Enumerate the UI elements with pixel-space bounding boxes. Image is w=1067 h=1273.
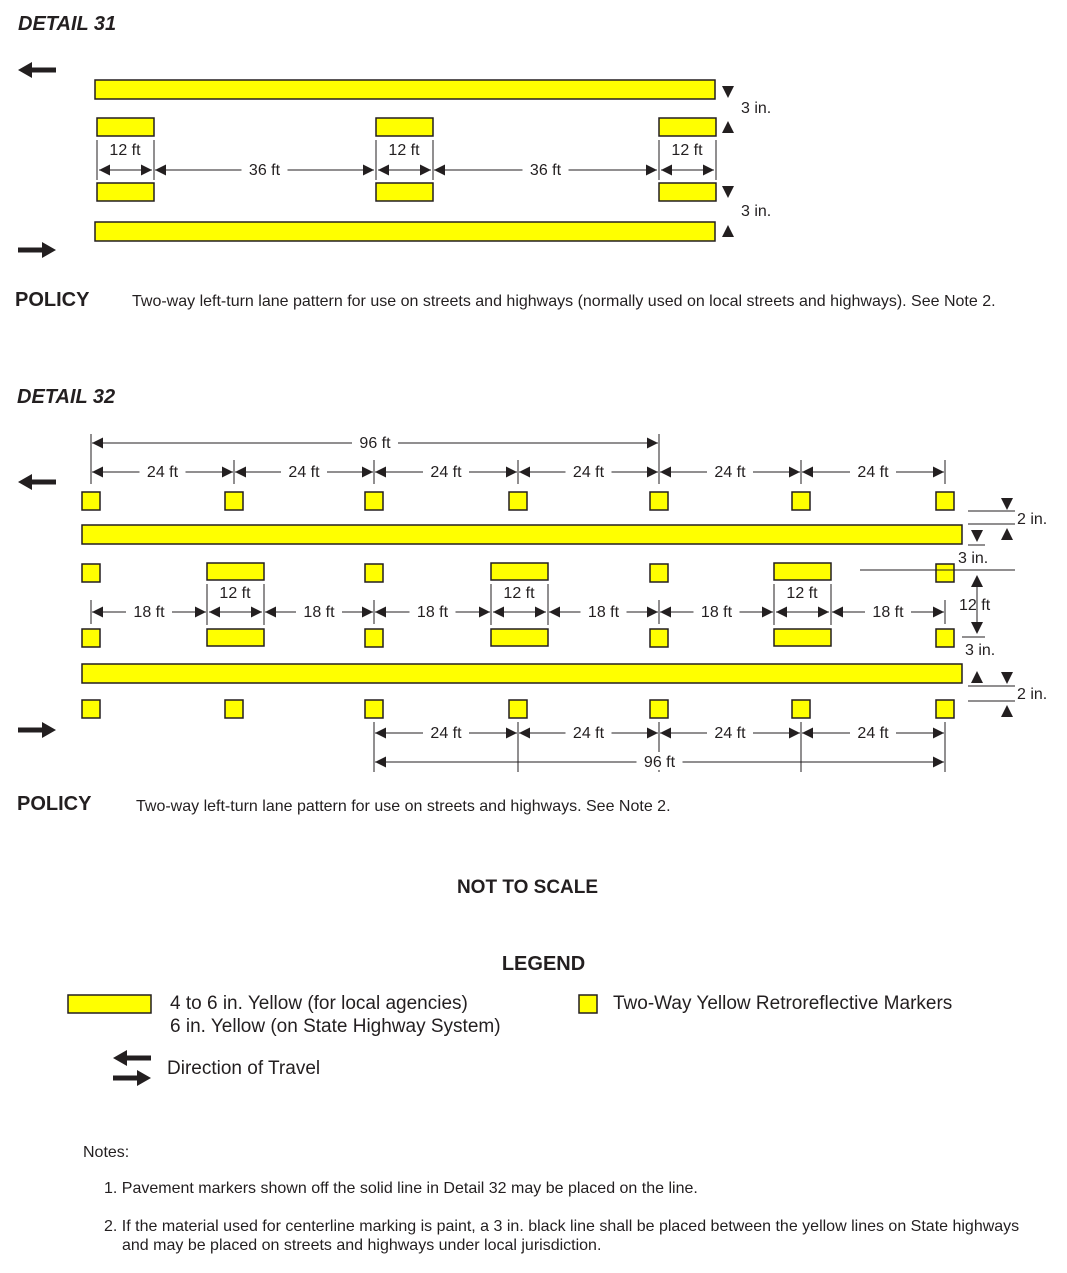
arrow-right-icon [18, 722, 56, 738]
marker-top-7 [936, 492, 954, 510]
note-1: 1. Pavement markers shown off the solid line in Detail 32 may be placed on the line. [104, 1180, 698, 1197]
legend-arrow-right-icon [113, 1070, 151, 1086]
marker-mid-upper-1 [82, 564, 100, 582]
line-gap-lower-arrow-up [971, 671, 983, 683]
dash-upper-1 [97, 118, 154, 136]
marker-mid-upper-2 [365, 564, 383, 582]
marker-mid-lower-4 [936, 629, 954, 647]
dim-24ft-top-5-label: 24 ft [714, 464, 746, 481]
legend-title: LEGEND [501, 953, 586, 975]
solid-line-bottom [82, 664, 962, 683]
marker-bottom-6 [792, 700, 810, 718]
dim-18ft-4-label: 18 ft [587, 604, 620, 621]
marker-bottom-1 [82, 700, 100, 718]
legend-line-label-1: 4 to 6 in. Yellow (for local agencies) [170, 993, 468, 1014]
thickness-bottom-label: 3 in. [741, 203, 772, 220]
marker-offset-bottom-arrow-up [1001, 705, 1013, 717]
thickness-bottom-arrow-down [722, 186, 734, 198]
dash-upper-3 [659, 118, 716, 136]
marker-top-2 [225, 492, 243, 510]
dim-24ft-top-2-label: 24 ft [288, 464, 320, 481]
dash-length-label-31-1: 12 ft [109, 142, 141, 159]
lane-width-arrow-up [971, 575, 983, 587]
marker-bottom-3 [365, 700, 383, 718]
marker-top-6 [792, 492, 810, 510]
arrow-left-icon [18, 474, 56, 490]
dim-24ft-bottom-1-label: 24 ft [430, 725, 462, 742]
dim-24ft-bottom-2-label: 24 ft [572, 725, 605, 742]
marker-top-5 [650, 492, 668, 510]
line-gap-lower-label: 3 in. [965, 642, 996, 659]
marker-mid-lower-2 [365, 629, 383, 647]
thickness-top-label: 3 in. [741, 100, 772, 117]
solid-line-bottom [95, 222, 715, 241]
marker-top-1 [82, 492, 100, 510]
legend-yellow-line-swatch [68, 995, 151, 1013]
detail-31-drawing [18, 62, 771, 258]
dash-lower-1 [207, 629, 264, 646]
marker-bottom-7 [936, 700, 954, 718]
dash-upper-2 [376, 118, 433, 136]
not-to-scale-label: NOT TO SCALE [456, 877, 599, 898]
dim-24ft-top-3-label: 24 ft [430, 464, 462, 481]
dash-upper-2 [491, 563, 548, 580]
dash-lower-1 [97, 183, 154, 201]
dash-upper-3 [774, 563, 831, 580]
dash-length-label-32-1: 12 ft [219, 585, 251, 602]
marker-top-3 [365, 492, 383, 510]
dash-length-label-32-3: 12 ft [786, 585, 818, 602]
dim-gap-31-1-label: 36 ft [248, 162, 281, 179]
legend-drawing [68, 995, 597, 1086]
arrow-right-icon [18, 242, 56, 258]
thickness-top-arrow-down [722, 86, 734, 98]
dash-length-label-31-3: 12 ft [671, 142, 703, 159]
detail-31-title: DETAIL 31 [18, 13, 117, 35]
dim-24ft-top-6-label: 24 ft [857, 464, 889, 481]
detail-32-title: DETAIL 32 [17, 386, 116, 408]
dim-24ft-top-1-label: 24 ft [146, 464, 179, 481]
notes-heading: Notes: [83, 1144, 130, 1161]
thickness-bottom-arrow-up [722, 225, 734, 237]
detail-31-policy-text: Two-way left-turn lane pattern for use on streets and highways (normally used on local streets and highways). See Note 2. [132, 293, 996, 310]
marker-mid-lower-1 [82, 629, 100, 647]
dim-18ft-3-label: 18 ft [416, 604, 449, 621]
marker-mid-upper-4 [936, 564, 954, 582]
legend-marker-label: Two-Way Yellow Retroreflective Markers [613, 993, 953, 1014]
dash-lower-3 [774, 629, 831, 646]
dim-24ft-bottom-4-label: 24 ft [857, 725, 889, 742]
dash-upper-1 [207, 563, 264, 580]
marker-top-4 [509, 492, 527, 510]
detail-32-drawing [18, 433, 1047, 772]
marker-offset-bottom-label: 2 in. [1017, 686, 1048, 703]
legend-direction-label: Direction of Travel [167, 1058, 321, 1079]
arrow-left-icon [18, 62, 56, 78]
dash-length-label-32-2: 12 ft [503, 585, 535, 602]
lane-width-label: 12 ft [959, 597, 991, 614]
dash-lower-2 [491, 629, 548, 646]
dim-18ft-1-label: 18 ft [133, 604, 165, 621]
marker-offset-top-arrow-down [1001, 498, 1013, 510]
detail-32-policy-text: Two-way left-turn lane pattern for use on streets and highways. See Note 2. [136, 798, 671, 815]
legend-marker-swatch [579, 995, 597, 1013]
dash-lower-3 [659, 183, 716, 201]
solid-line-top [82, 525, 962, 544]
detail-31-policy-label: POLICY [15, 289, 90, 311]
legend-arrow-left-icon [113, 1050, 151, 1066]
marker-bottom-4 [509, 700, 527, 718]
dim-18ft-6-label: 18 ft [872, 604, 904, 621]
dim-96ft-bottom-label: 96 ft [643, 754, 676, 771]
marker-bottom-2 [225, 700, 243, 718]
thickness-top-arrow-up [722, 121, 734, 133]
dash-lower-2 [376, 183, 433, 201]
marker-offset-top-arrow-up [1001, 528, 1013, 540]
dash-length-label-31-2: 12 ft [388, 142, 420, 159]
legend-line-label-2: 6 in. Yellow (on State Highway System) [170, 1016, 501, 1037]
lane-width-arrow-down [971, 622, 983, 634]
detail-32-policy-label: POLICY [17, 793, 92, 815]
marker-mid-lower-3 [650, 629, 668, 647]
dim-24ft-bottom-3-label: 24 ft [714, 725, 746, 742]
marker-bottom-5 [650, 700, 668, 718]
marker-mid-upper-3 [650, 564, 668, 582]
line-gap-label: 3 in. [958, 550, 989, 567]
marker-offset-top-label: 2 in. [1017, 511, 1048, 528]
note-2: 2. If the material used for centerline marking is paint, a 3 in. black line shall be placed between the yellow lines on State highways and may be placed on streets and highways under local jurisdiction. [104, 1218, 1020, 1254]
dim-gap-31-2-label: 36 ft [529, 162, 562, 179]
dim-18ft-2-label: 18 ft [303, 604, 335, 621]
line-gap-arrow-down [971, 530, 983, 542]
dim-96ft-top-label: 96 ft [359, 435, 391, 452]
dim-18ft-5-label: 18 ft [700, 604, 733, 621]
solid-line-top [95, 80, 715, 99]
marker-offset-bottom-arrow-down [1001, 672, 1013, 684]
dim-24ft-top-4-label: 24 ft [572, 464, 605, 481]
